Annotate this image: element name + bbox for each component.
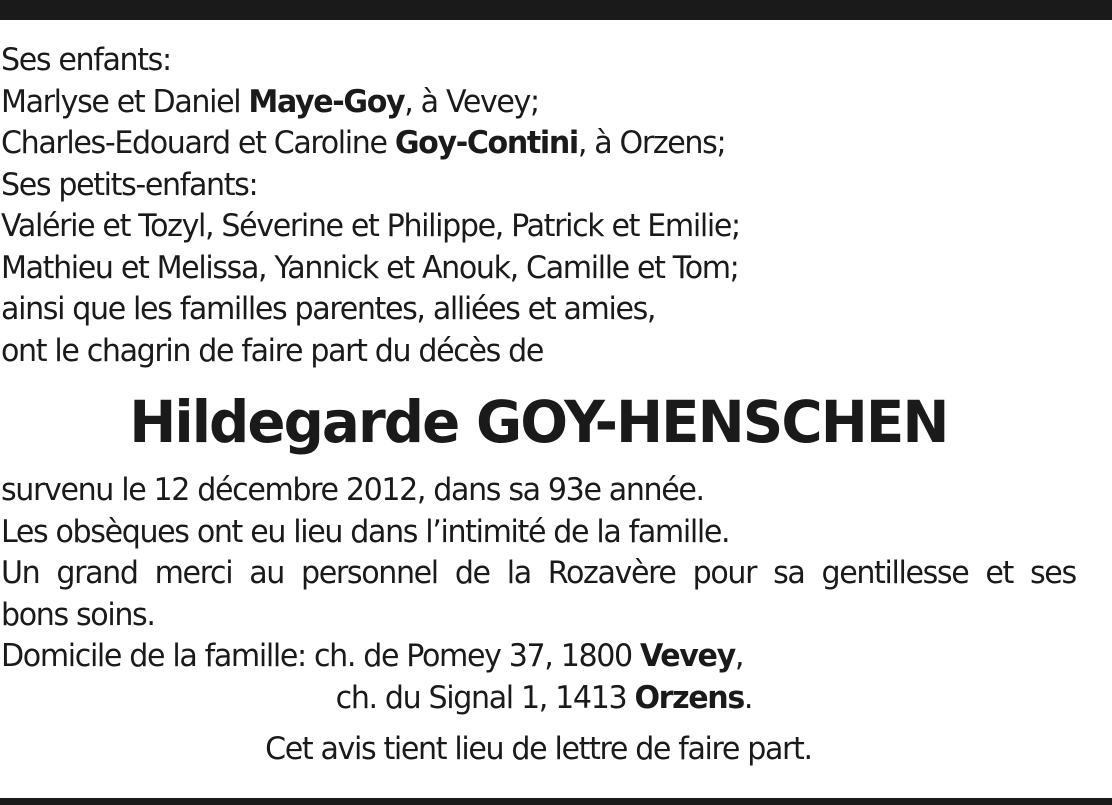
- child1-names: Marlyse et Daniel: [1, 83, 249, 120]
- domicile-city-1: Vevey: [640, 638, 735, 674]
- child-line-1: [1, 82, 1076, 124]
- child2-surname: Goy-Contini: [394, 125, 578, 161]
- child2-names: Charles-Edouard et Caroline: [1, 125, 395, 161]
- grandchildren-heading: Ses petits-enfants:: [1, 166, 258, 203]
- funeral-line: Les obsèques ont eu lieu dans l’intimité de la famille.: [1, 513, 730, 550]
- child-line-2: [1, 123, 1076, 165]
- grandchildren-line-2: Mathieu et Melissa, Yannick et Anouk, Camille et Tom;: [1, 249, 739, 286]
- domicile-address-1: Domicile de la famille: ch. de Pomey 37, 1800: [1, 638, 641, 674]
- deceased-name: Hildegarde GOY-HENSCHEN: [129, 388, 948, 456]
- families-line: ainsi que les familles parentes, alliées et amies,: [1, 291, 656, 327]
- thanks-line-1: Un grand merci au personnel de la Rozavère pour sa gentillesse et ses: [1, 555, 1076, 591]
- domicile-city-2: Orzens: [634, 679, 744, 716]
- child1-location: , à Vevey;: [404, 83, 539, 120]
- thanks-line-2: bons soins.: [1, 596, 155, 633]
- closing-line: Cet avis tient lieu de lettre de faire part.: [265, 731, 812, 767]
- grandchildren-line-1: Valérie et Tozyl, Séverine et Philippe, Patrick et Emilie;: [1, 208, 740, 244]
- child1-surname: Maye-Goy: [248, 83, 405, 120]
- children-heading: Ses enfants:: [1, 42, 171, 78]
- bottom-rule: [0, 798, 1112, 805]
- domicile-line-2: [1, 678, 1076, 720]
- domicile-address-2: ch. du Signal 1, 1413: [335, 679, 635, 716]
- domicile-punct-2: .: [743, 679, 753, 716]
- obituary-notice: [1, 40, 1076, 771]
- announcement-line: ont le chagrin de faire part du décès de: [1, 332, 543, 369]
- child2-location: , à Orzens;: [577, 125, 726, 161]
- top-rule: [0, 0, 1112, 20]
- domicile-line-1: [1, 636, 1076, 678]
- domicile-punct-1: ,: [734, 638, 744, 674]
- date-line: survenu le 12 décembre 2012, dans sa 93e année.: [1, 472, 704, 508]
